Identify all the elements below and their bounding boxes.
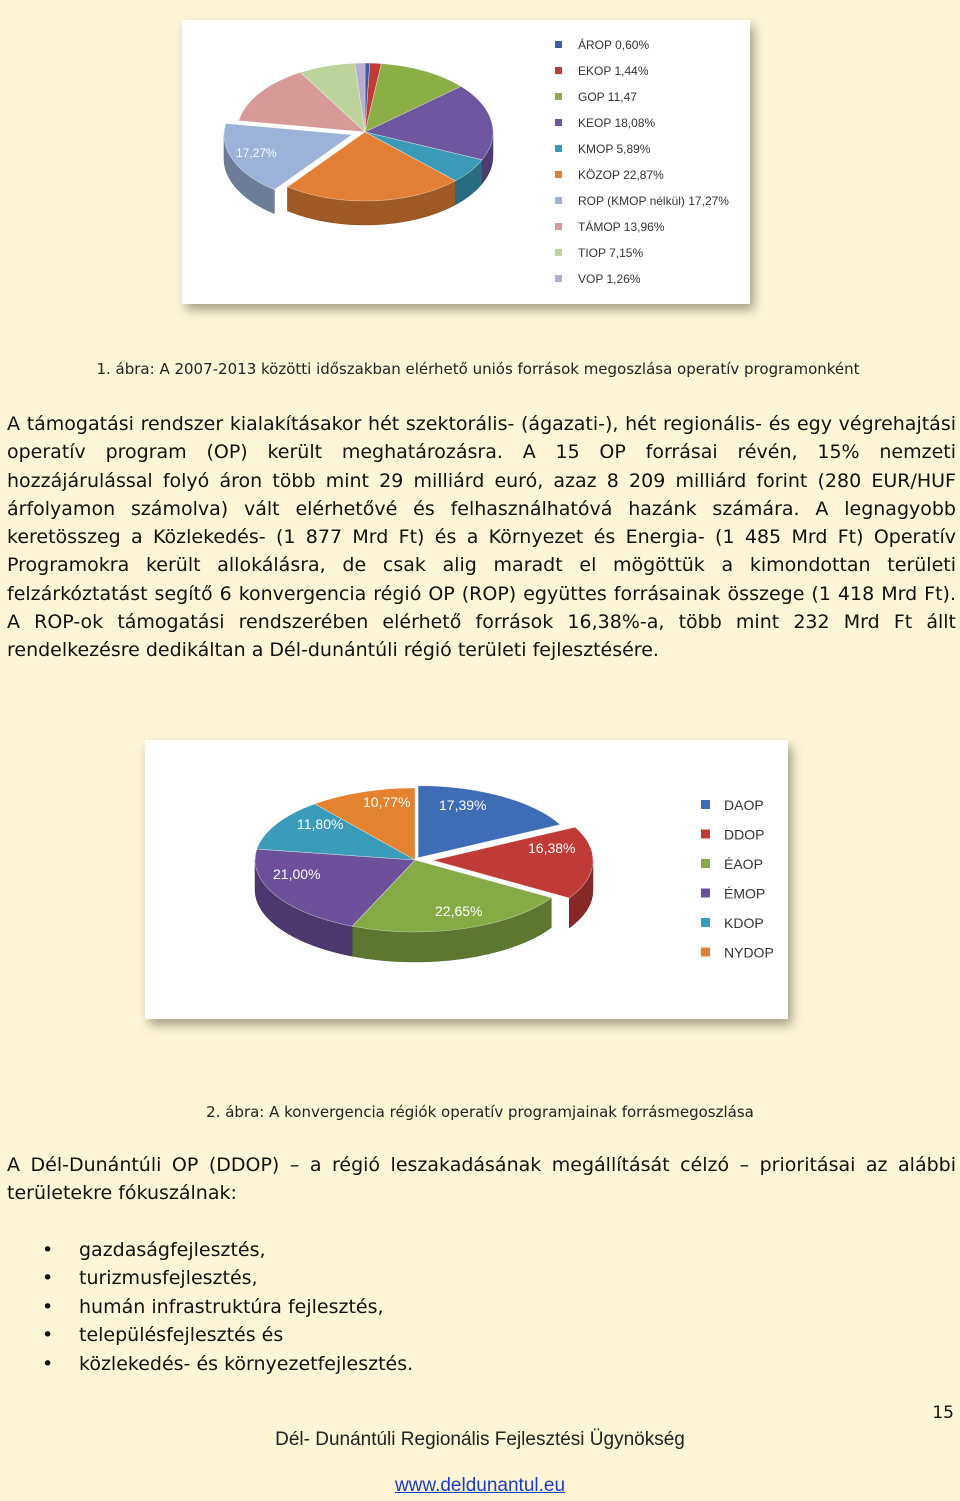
list-item: • közlekedés- és környezetfejlesztés. [0,1350,413,1378]
figure-2-svg [145,740,788,1019]
data-label-kdop: 11,80% [297,816,344,832]
data-label-nydop: 10,77% [363,794,411,810]
data-label-daop: 17,39% [439,797,487,813]
footer-website-link[interactable]: www.deldunantul.eu [394,1475,566,1496]
legend-label: KMOP 5,89% [578,142,651,156]
legend-swatch [555,93,562,100]
legend-swatch [555,41,562,48]
legend-swatch [701,948,710,957]
legend-swatch [555,223,562,230]
legend-label: TIOP 7,15% [578,246,644,260]
legend-label: DAOP [724,797,764,813]
list-item: • településfejlesztés és [0,1321,413,1349]
figure-1-caption: 1. ábra: A 2007-2013 közötti időszakban elérhető uniós források megoszlása operatív programonként [96,360,860,378]
footer-organization: Dél- Dunántúli Regionális Fejlesztési Ügynökség [275,1429,685,1450]
legend-swatch [701,830,710,839]
legend-label: KÖZOP 22,87% [578,168,664,182]
figure-2-caption: 2. ábra: A konvergencia régiók operatív programjainak forrásmegoszlása [206,1103,754,1121]
figure-1-svg [182,20,750,304]
list-item: • gazdaságfejlesztés, [0,1236,413,1264]
legend-swatch [555,171,562,178]
legend-label: ÉMOP [724,885,766,902]
body-paragraph-2: A Dél-Dunántúli OP (DDOP) – a régió leszakadásának megállítását célzó – prioritásai az alábbi területekre fókuszálnak: [7,1154,956,1205]
legend-swatch [555,249,562,256]
legend-label: DDOP [724,826,765,843]
legend-swatch [701,800,710,809]
data-label-emop: 21,00% [273,866,321,882]
page-number: 15 [932,1403,954,1423]
legend-label: GOP 11,47 [578,90,637,104]
legend-label: TÁMOP 13,96% [578,220,665,234]
legend-swatch [555,275,562,282]
legend-label: ÉAOP [724,856,763,872]
legend-swatch [555,119,562,126]
data-label-eaop: 22,65% [435,903,483,919]
data-label-rop: 17,27% [236,146,277,160]
legend-label: NYDOP [724,944,774,961]
legend-swatch [555,197,562,204]
legend-label: ÁROP 0,60% [578,38,650,52]
data-label-ddop: 16,38% [528,840,576,856]
legend-label: VOP 1,26% [578,272,641,286]
legend-label: ROP (KMOP nélkül) 17,27% [578,194,729,208]
legend-swatch [701,889,710,898]
legend-label: KDOP [724,915,764,931]
figure-2-chart [145,740,788,1019]
legend-swatch [701,918,710,927]
body-paragraph-1: A támogatási rendszer kialakításakor hét szektorális- (ágazati-), hét regionális- és egy végrehajtási operatív program (OP) került meghatározásra. A 15 OP forrásai révén, 15% nemzeti hozzájárulással folyó áron több mint 29 milliárd euró, azaz 8 209 milliárd forint (280 EUR/HUF árfolyamon számolva) vált elérhetővé és felhasználhatóvá hazánk számára. A legnagyobb keretösszeg a Közlekedés- (1 877 Mrd Ft) és a Környezet és Energia- (1 485 Mrd Ft) Operatív Programokra került allokálásra, de csak alig maradt el mögöttük a kimondottan területi felzárkóztatást segítő 6 konvergencia régió OP (ROP) együttes forrásainak összege (1 418 Mrd Ft). A ROP-ok támogatási rendszerében elérhető források 16,38%-a, több mint 232 Mrd Ft állt rendelkezésre dedikáltan a Dél-dunántúli régió területi fejlesztésére. [7,413,956,662]
list-item: • humán infrastruktúra fejlesztés, [0,1293,413,1321]
legend-swatch [701,859,710,868]
legend-swatch [555,145,562,152]
legend-label: KEOP 18,08% [578,116,656,130]
legend-swatch [555,67,562,74]
priority-list [0,1236,413,1378]
list-item: • turizmusfejlesztés, [0,1264,413,1292]
legend-label: EKOP 1,44% [578,64,649,78]
figure-1-chart [182,20,750,304]
